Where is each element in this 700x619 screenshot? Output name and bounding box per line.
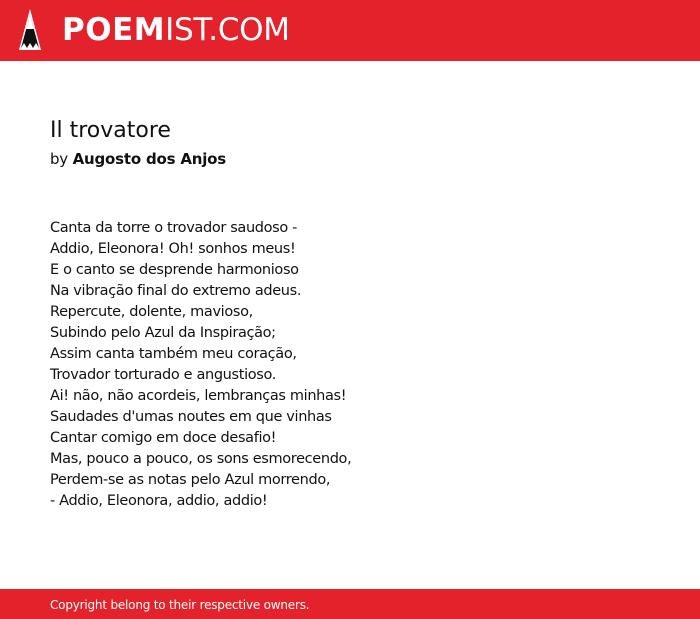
logo-light-text: IST.COM — [165, 12, 290, 48]
poem-line: Addio, Eleonora! Oh! sonhos meus! — [50, 241, 296, 257]
poem-line: E o canto se desprende harmonioso — [50, 262, 299, 278]
site-footer — [0, 589, 700, 619]
site-header — [0, 0, 700, 61]
poem-line: Perdem-se as notas pelo Azul morrendo, — [50, 472, 331, 488]
poem-title: Il trovatore — [50, 118, 171, 143]
copyright-text: Copyright belong to their respective owners. — [50, 598, 310, 612]
poem-line: Canta da torre o trovador saudoso - — [50, 220, 298, 236]
poem-line: Saudades d'umas noutes em que vinhas — [50, 409, 332, 425]
poem-body — [50, 218, 351, 512]
poem-line: Subindo pelo Azul da Inspiração; — [50, 325, 276, 341]
poem-line: Repercute, dolente, mavioso, — [50, 304, 253, 320]
poem-line: Ai! não, não acordeis, lembranças minhas! — [50, 388, 347, 404]
poem-line: Na vibração final do extremo adeus. — [50, 283, 302, 299]
pencil-tip-icon[interactable] — [18, 9, 42, 52]
byline-prefix: by — [50, 150, 68, 168]
author-name[interactable]: Augosto dos Anjos — [72, 150, 227, 168]
poem-line: Mas, pouco a pouco, os sons esmorecendo, — [50, 451, 352, 467]
poem-byline — [50, 148, 226, 170]
poem-line: - Addio, Eleonora, addio, addio! — [50, 493, 268, 509]
poem-line: Cantar comigo em doce desafio! — [50, 430, 277, 446]
poem-line: Trovador torturado e angustioso. — [50, 367, 276, 383]
logo-bold-text: POEM — [62, 12, 166, 48]
poem-line: Assim canta também meu coração, — [50, 346, 297, 362]
site-logo[interactable] — [62, 12, 290, 48]
